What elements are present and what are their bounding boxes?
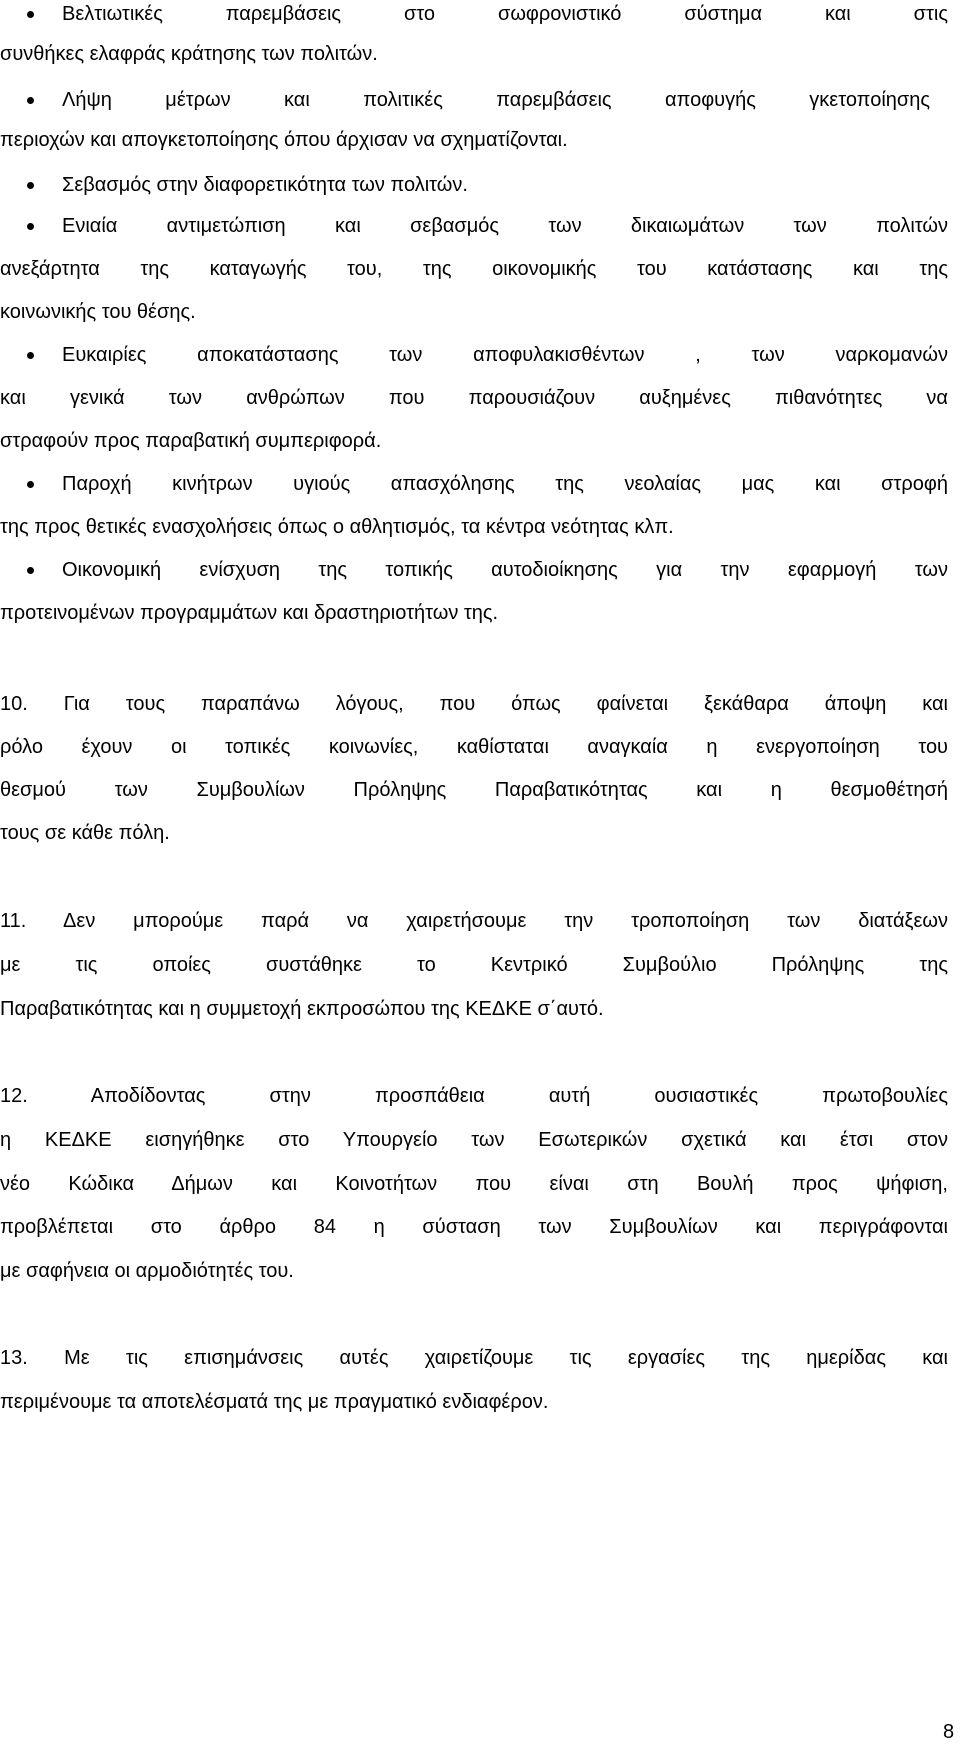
text-line: προτεινομένων προγραμμάτων και δραστηριοτήτων της. [0,602,499,624]
text-line: 10. Για τους παραπάνω λόγους, που όπως φαίνεται ξεκάθαρα άποψη και [0,693,948,715]
text-line: συνθήκες ελαφράς κράτησης των πολιτών. [0,43,378,65]
bullet-dot-icon [27,97,34,104]
text-line: θεσμού των Συμβουλίων Πρόληψης Παραβατικότητας και η θεσμοθέτησή [0,779,948,801]
bullet-dot-icon [27,481,34,488]
text-line: 12. Αποδίδοντας στην προσπάθεια αυτή ουσιαστικές πρωτοβουλίες [0,1085,948,1107]
text-line: με τις οποίες συστάθηκε το Κεντρικό Συμβούλιο Πρόληψης της [0,954,948,976]
text-line: 11. Δεν μπορούμε παρά να χαιρετήσουμε την τροποποίηση των διατάξεων [0,910,948,932]
text-line: με σαφήνεια οι αρμοδιότητές του. [0,1260,294,1282]
text-line: Ευκαιρίες αποκατάστασης των αποφυλακισθέντων , των ναρκομανών [62,344,948,366]
text-line: στραφούν προς παραβατική συμπεριφορά. [0,430,382,452]
text-line: Λήψη μέτρων και πολιτικές παρεμβάσεις αποφυγής γκετοποίησης [62,89,930,111]
bullet-dot-icon [27,567,34,574]
text-line: Ενιαία αντιμετώπιση και σεβασμός των δικαιωμάτων των πολιτών [62,215,948,237]
bullet-dot-icon [27,11,34,18]
text-line: προβλέπεται στο άρθρο 84 η σύσταση των Συμβουλίων και περιγράφονται [0,1216,948,1238]
bullet-dot-icon [27,352,34,359]
text-line: Σεβασμός στην διαφορετικότητα των πολιτών. [62,174,468,196]
text-line: Παροχή κινήτρων υγιούς απασχόλησης της νεολαίας μας και στροφή [62,473,948,495]
text-line: η ΚΕΔΚΕ εισηγήθηκε στο Υπουργείο των Εσωτερικών σχετικά και έτσι στον [0,1129,948,1151]
text-line: Βελτιωτικές παρεμβάσεις στο σωφρονιστικό σύστημα και στις [62,3,948,25]
text-line: ρόλο έχουν οι τοπικές κοινωνίες, καθίσταται αναγκαία η ενεργοποίηση του [0,736,948,758]
text-line: κοινωνικής του θέσης. [0,301,196,323]
text-line: τους σε κάθε πόλη. [0,822,170,844]
text-line: της προς θετικές ενασχολήσεις όπως ο αθλητισμός, τα κέντρα νεότητας κλπ. [0,516,674,538]
text-line: ανεξάρτητα της καταγωγής του, της οικονομικής του κατάστασης και της [0,258,948,280]
text-line: περιμένουμε τα αποτελέσματά της με πραγματικό ενδιαφέρον. [0,1391,549,1413]
text-line: και γενικά των ανθρώπων που παρουσιάζουν αυξημένες πιθανότητες να [0,387,948,409]
bullet-dot-icon [27,223,34,230]
text-line: νέο Κώδικα Δήμων και Κοινοτήτων που είναι στη Βουλή προς ψήφιση, [0,1173,948,1195]
page-number: 8 [943,1721,955,1743]
text-line: περιοχών και απογκετοποίησης όπου άρχισαν να σχηματίζονται. [0,129,568,151]
text-line: 13. Με τις επισημάνσεις αυτές χαιρετίζουμε τις εργασίες της ημερίδας και [0,1347,948,1369]
bullet-dot-icon [27,182,34,189]
text-line: Οικονομική ενίσχυση της τοπικής αυτοδιοίκησης για την εφαρμογή των [62,559,948,581]
text-line: Παραβατικότητας και η συμμετοχή εκπροσώπου της ΚΕΔΚΕ σ΄αυτό. [0,998,604,1020]
